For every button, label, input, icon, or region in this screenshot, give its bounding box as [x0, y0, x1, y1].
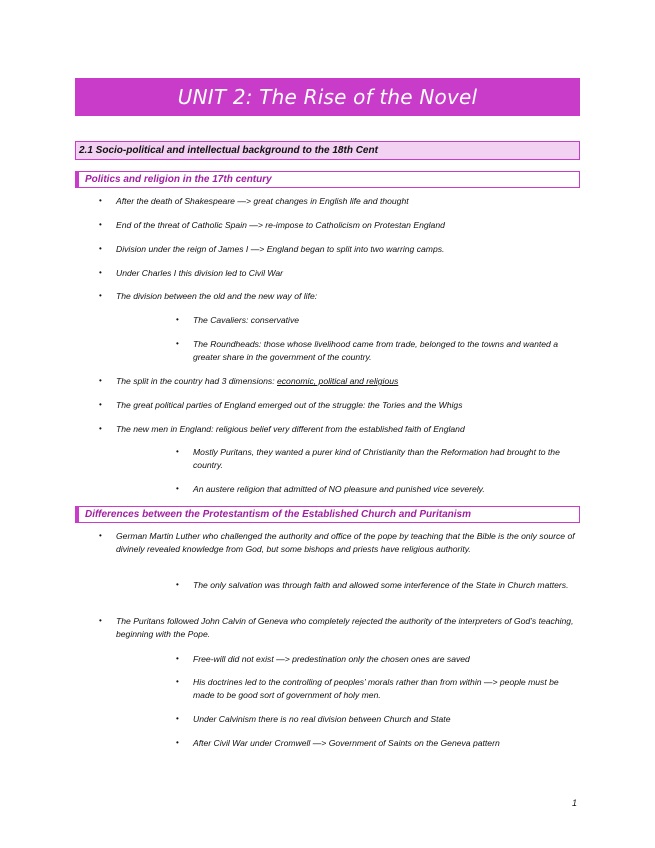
list-item: • Free-will did not exist —> predestination only the chosen ones are saved	[176, 654, 470, 664]
list-item: • Under Calvinism there is no real division between Church and State	[176, 714, 451, 724]
bullet-icon: •	[176, 654, 179, 663]
bullet-icon: •	[176, 714, 179, 723]
list-item: • German Martin Luther who challenged the authority and office of the pope by teaching that the Bible is the only source of divinely revealed knowledge from God, but some bishops and priests have religious authority.	[99, 531, 575, 554]
list-item: • An austere religion that admitted of NO pleasure and punished vice severely.	[176, 484, 485, 494]
list-item: • The Roundheads: those whose livelihood came from trade, belonged to the towns and wanted a greater share in the government of the country.	[176, 339, 558, 362]
page-title: UNIT 2: The Rise of the Novel	[177, 85, 478, 109]
section-heading: 2.1 Socio-political and intellectual background to the 18th Cent	[75, 141, 580, 160]
bullet-icon: •	[99, 616, 102, 625]
bullet-icon: •	[99, 376, 102, 385]
bullet-icon: •	[99, 244, 102, 253]
bullet-icon: •	[176, 447, 179, 456]
subsection-heading-differences: Differences between the Protestantism of the Established Church and Puritanism	[75, 506, 580, 523]
list-item: • The split in the country had 3 dimensions: economic, political and religious	[99, 376, 399, 386]
list-item: • Under Charles I this division led to Civil War	[99, 268, 284, 278]
list-item: • The Puritans followed John Calvin of Geneva who completely rejected the authority of the interpreters of God’s teaching, beginning with the Pope.	[99, 616, 574, 639]
bullet-icon: •	[176, 580, 179, 589]
list-item: • Mostly Puritans, they wanted a purer kind of Christianity than the Reformation had brought to the country.	[176, 447, 560, 470]
bullet-icon: •	[99, 400, 102, 409]
list-item: • The new men in England: religious belief very different from the established faith of England	[99, 424, 465, 434]
list-item: • His doctrines led to the controlling of peoples’ morals rather than from within —> people must be made to be good sort of government of holy men.	[176, 677, 559, 700]
bullet-icon: •	[99, 220, 102, 229]
bullet-icon: •	[176, 339, 179, 348]
list-item: • After Civil War under Cromwell —> Government of Saints on the Geneva pattern	[176, 738, 500, 748]
list-item: • The division between the old and the new way of life:	[99, 291, 318, 301]
bullet-icon: •	[99, 531, 102, 540]
list-item: • The only salvation was through faith and allowed some interference of the State in Church matters.	[176, 580, 569, 590]
list-item: • End of the threat of Catholic Spain —> re-impose to Catholicism on Protestan England	[99, 220, 445, 230]
bullet-icon: •	[99, 196, 102, 205]
bullet-icon: •	[176, 677, 179, 686]
list-item: • The great political parties of England emerged out of the struggle: the Tories and the Whigs	[99, 400, 463, 410]
title-banner	[75, 78, 580, 116]
subsection-heading-politics: Politics and religion in the 17th century	[75, 171, 580, 188]
list-item: • After the death of Shakespeare —> great changes in English life and thought	[99, 196, 409, 206]
bullet-icon: •	[99, 268, 102, 277]
bullet-icon: •	[176, 738, 179, 747]
page-number: 1	[572, 798, 578, 808]
bullet-icon: •	[99, 424, 102, 433]
bullet-icon: •	[176, 484, 179, 493]
bullet-icon: •	[176, 315, 179, 324]
list-item: • The Cavaliers: conservative	[176, 315, 300, 325]
bullet-icon: •	[99, 291, 102, 300]
list-item: • Division under the reign of James I —> England began to split into two warring camps.	[99, 244, 445, 254]
